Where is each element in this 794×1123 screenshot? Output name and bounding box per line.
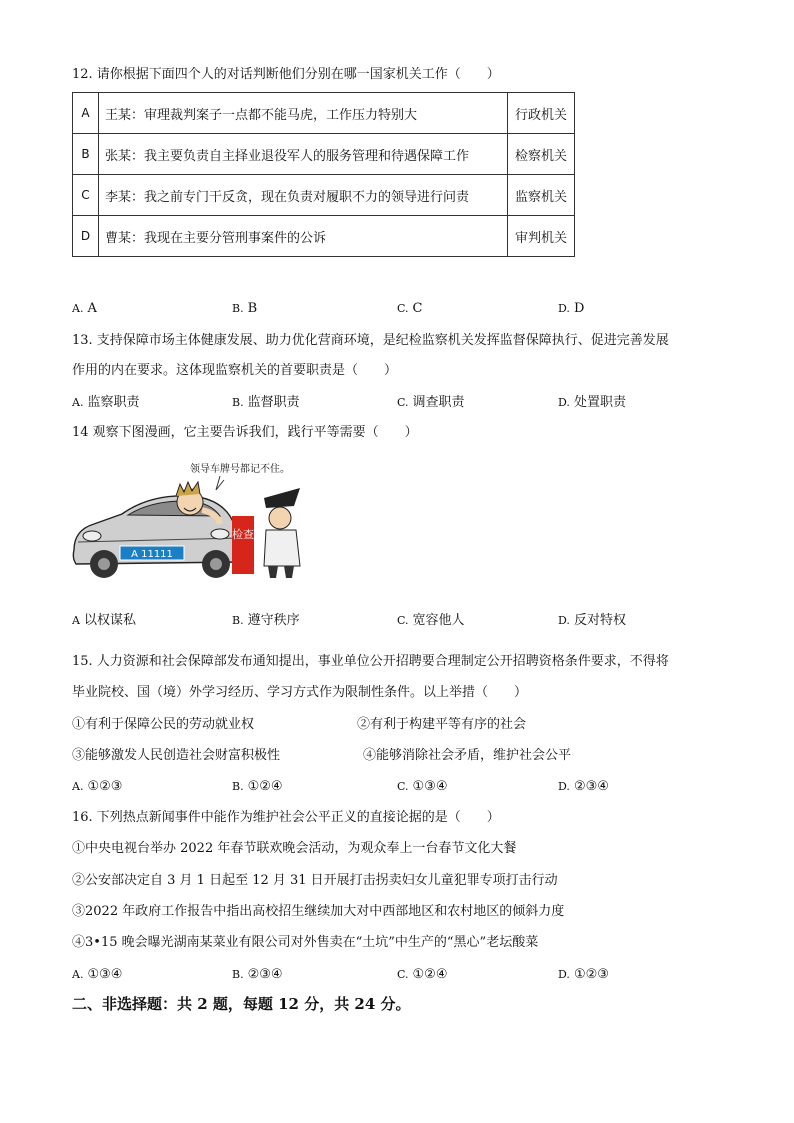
row-content: 王某：审理裁判案子一点都不能马虎，工作压力特别大 <box>99 93 508 134</box>
car-icon <box>73 496 243 578</box>
q15-stem-line1: 15. 人力资源和社会保障部发布通知提出，事业单位公开招聘要合理制定公开招聘资格条件要求，不得将 <box>72 654 669 669</box>
q12-options <box>72 300 712 318</box>
check-sign <box>232 516 254 574</box>
q16-item: ①中央电视台举办 2022 年春节联欢晚会活动，为观众奉上一台春节文化大餐 <box>72 841 517 856</box>
option-c[interactable]: C. 宽容他人 <box>397 613 465 628</box>
sign-text-1: 检查 <box>232 528 254 541</box>
table-row <box>73 175 575 216</box>
option-a[interactable]: A 以权谋私 <box>72 613 136 628</box>
section-heading: 二、非选择题：共 2 题，每题 12 分，共 24 分。 <box>72 995 411 1013</box>
option-b[interactable]: B. B <box>232 301 258 316</box>
officer-figure <box>264 488 300 578</box>
row-letter: A <box>73 93 99 134</box>
row-content: 曹某：我现在主要分管刑事案件的公诉 <box>99 216 508 257</box>
row-agency: 行政机关 <box>508 93 575 134</box>
row-content: 张某：我主要负责自主择业退役军人的服务管理和待遇保障工作 <box>99 134 508 175</box>
q15-item: ③能够激发人民创造社会财富积极性 <box>72 748 281 763</box>
option-b[interactable]: B. ②③④ <box>232 967 283 982</box>
option-a[interactable]: A. ①③④ <box>72 967 123 982</box>
q15-item: ④能够消除社会矛盾，维护社会公平 <box>363 748 572 763</box>
option-d[interactable]: D. 处置职责 <box>558 395 626 410</box>
q13-options <box>72 394 712 412</box>
row-agency: 检察机关 <box>508 134 575 175</box>
row-content: 李某：我之前专门干反贪，现在负责对履职不力的领导进行问责 <box>99 175 508 216</box>
plate-text: A 11111 <box>131 549 173 560</box>
table-row <box>73 134 575 175</box>
row-letter: B <box>73 134 99 175</box>
option-c[interactable]: C. ①②④ <box>397 967 448 982</box>
q15-item: ②有利于构建平等有序的社会 <box>357 717 527 732</box>
q16-item: ③2022 年政府工作报告中指出高校招生继续加大对中西部地区和农村地区的倾斜力度 <box>72 904 565 919</box>
cartoon-image <box>70 458 310 583</box>
q12-stem: 12. 请你根据下面四个人的对话判断他们分别在哪一国家机关工作（ ） <box>72 67 500 82</box>
q16-item: ④3•15 晚会曝光湖南某菜业有限公司对外售卖在“土坑”中生产的“黑心”老坛酸菜 <box>72 935 539 950</box>
q15-stem-line2: 毕业院校、国（境）外学习经历、学习方式作为限制性条件。以上举措（ ） <box>72 685 528 700</box>
option-d[interactable]: D. 反对特权 <box>558 613 626 628</box>
table-row <box>73 93 575 134</box>
option-d[interactable]: D. ②③④ <box>558 779 609 794</box>
option-d[interactable]: D. ①②③ <box>558 967 609 982</box>
option-c[interactable]: C. C <box>397 301 423 316</box>
option-a[interactable]: A. ①②③ <box>72 779 123 794</box>
option-d[interactable]: D. D <box>558 301 585 316</box>
option-a[interactable]: A. A <box>72 301 97 316</box>
q13-stem-line2: 作用的内在要求。这体现监察机关的首要职责是（ ） <box>72 363 398 378</box>
option-b[interactable]: B. 遵守秩序 <box>232 613 300 628</box>
row-letter: C <box>73 175 99 216</box>
option-a[interactable]: A. 监察职责 <box>72 395 140 410</box>
table-row <box>73 216 575 257</box>
row-letter: D <box>73 216 99 257</box>
q16-item: ②公安部决定自 3 月 1 日起至 12 月 31 日开展打击拐卖妇女儿童犯罪专项打击行动 <box>72 873 558 888</box>
row-agency: 监察机关 <box>508 175 575 216</box>
option-b[interactable]: B. ①②④ <box>232 779 283 794</box>
speech-tail <box>216 476 224 490</box>
q15-options <box>72 778 712 796</box>
speech-text: 领导车牌号都记不住。 <box>190 464 290 475</box>
option-b[interactable]: B. 监督职责 <box>232 395 300 410</box>
q14-stem: 14 观察下图漫画，它主要告诉我们，践行平等需要（ ） <box>72 425 418 440</box>
row-agency: 审判机关 <box>508 216 575 257</box>
option-c[interactable]: C. ①③④ <box>397 779 448 794</box>
q16-stem: 16. 下列热点新闻事件中能作为维护社会公平正义的直接论据的是（ ） <box>72 810 500 825</box>
q14-options <box>72 612 712 630</box>
option-c[interactable]: C. 调查职责 <box>397 395 465 410</box>
q16-options <box>72 966 712 984</box>
q12-table <box>72 92 575 257</box>
q13-stem-line1: 13. 支持保障市场主体健康发展、助力优化营商环境，是纪检监察机关发挥监督保障执行、促进完善发展 <box>72 333 669 348</box>
q15-item: ①有利于保障公民的劳动就业权 <box>72 717 255 732</box>
